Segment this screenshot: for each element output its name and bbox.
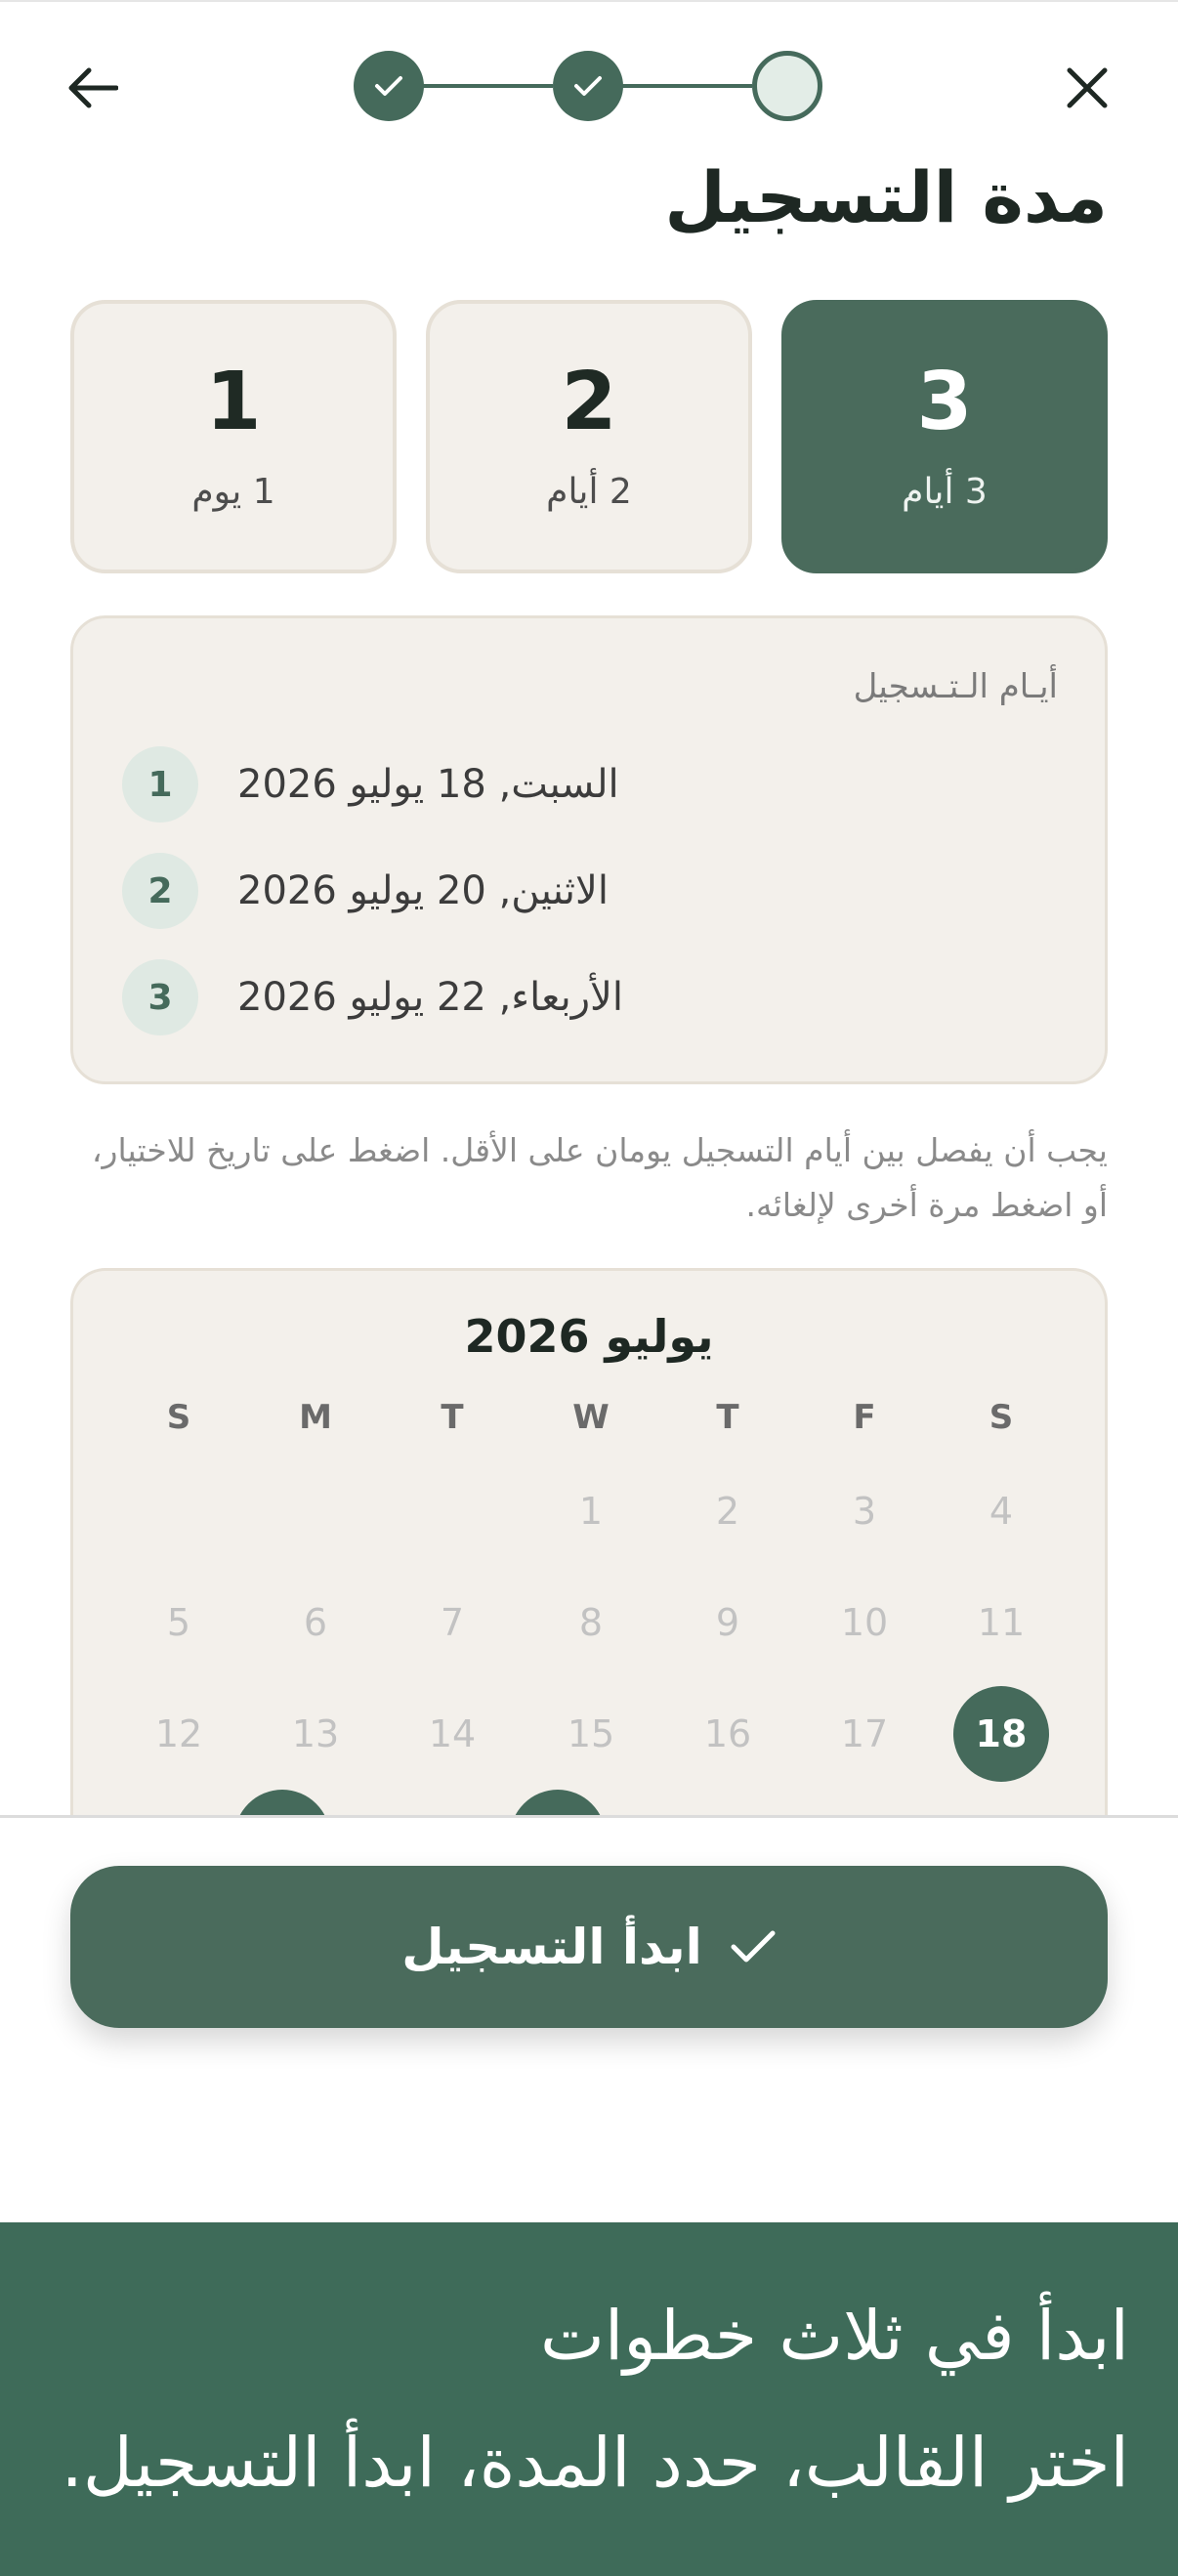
calendar-day[interactable]: 3 xyxy=(852,1490,877,1533)
duration-number: 2 xyxy=(561,356,617,448)
calendar-day-selected-partial[interactable] xyxy=(510,1790,606,1815)
page-title: مدة التسجيل xyxy=(664,156,1108,238)
top-divider xyxy=(0,0,1178,2)
calendar-day[interactable]: 9 xyxy=(715,1601,740,1644)
calendar-day[interactable]: 1 xyxy=(578,1490,604,1533)
step-3-current xyxy=(752,51,822,121)
calendar-day[interactable]: 14 xyxy=(428,1712,477,1755)
duration-label: 3 أيام xyxy=(902,472,988,512)
day-date: الأربعاء, 22 يوليو 2026 xyxy=(237,975,623,1020)
list-item xyxy=(122,745,619,823)
banner-subtitle: اختر القالب، حدد المدة، ابدأ التسجيل. xyxy=(61,2423,1129,2503)
list-item xyxy=(122,958,623,1036)
calendar-day[interactable]: 8 xyxy=(578,1601,604,1644)
weekday-header: S xyxy=(166,1398,191,1437)
promo-banner xyxy=(0,2222,1178,2576)
calendar-day[interactable]: 5 xyxy=(166,1601,191,1644)
close-icon xyxy=(1066,66,1109,109)
calendar-day[interactable]: 4 xyxy=(989,1490,1014,1533)
check-icon xyxy=(573,74,603,98)
weekday-header: S xyxy=(989,1398,1014,1437)
duration-label: 2 أيام xyxy=(546,472,632,512)
calendar-day[interactable]: 7 xyxy=(440,1601,465,1644)
weekday-header: F xyxy=(853,1398,876,1437)
day-date: السبت, 18 يوليو 2026 xyxy=(237,762,619,807)
step-connector xyxy=(621,84,752,88)
recording-days-title: أيـام الـتـسجيل xyxy=(853,667,1058,706)
day-index-badge: 1 xyxy=(122,746,198,823)
duration-option-2-days[interactable] xyxy=(426,300,752,573)
calendar-day-selected[interactable]: 18 xyxy=(953,1686,1049,1782)
day-index-badge: 3 xyxy=(122,959,198,1035)
start-recording-label: ابدأ التسجيل xyxy=(401,1919,702,1975)
duration-option-1-day[interactable] xyxy=(70,300,397,573)
spacing-hint: يجب أن يفصل بين أيام التسجيل يومان على الأقل. اضغط على تاريخ للاختيار، أو اضغط مرة أخرى لإلغائه. xyxy=(91,1131,1108,1224)
arrow-left-icon xyxy=(67,67,118,108)
progress-stepper xyxy=(354,51,822,125)
duration-option-3-days[interactable] xyxy=(781,300,1108,573)
banner-headline: ابدأ في ثلاث خطوات xyxy=(539,2296,1129,2376)
duration-number: 1 xyxy=(205,356,262,448)
step-connector xyxy=(422,84,553,88)
weekday-header: W xyxy=(572,1398,610,1437)
check-icon xyxy=(730,1928,777,1965)
start-recording-button[interactable] xyxy=(70,1866,1108,2028)
calendar-day[interactable]: 10 xyxy=(840,1601,889,1644)
close-button[interactable] xyxy=(1053,54,1121,122)
calendar-day[interactable]: 15 xyxy=(567,1712,615,1755)
day-index-badge: 2 xyxy=(122,853,198,929)
day-date: الاثنين, 20 يوليو 2026 xyxy=(237,868,609,913)
calendar-day[interactable]: 12 xyxy=(154,1712,203,1755)
calendar-day[interactable]: 17 xyxy=(840,1712,889,1755)
calendar xyxy=(70,1268,1108,1815)
step-1-complete xyxy=(354,51,424,121)
calendar-day[interactable]: 2 xyxy=(715,1490,740,1533)
calendar-day[interactable]: 11 xyxy=(977,1601,1026,1644)
duration-label: 1 يوم xyxy=(191,472,275,512)
weekday-header: T xyxy=(441,1398,464,1437)
calendar-day[interactable]: 6 xyxy=(303,1601,328,1644)
calendar-day-selected-partial[interactable] xyxy=(234,1790,330,1815)
weekday-header: T xyxy=(716,1398,739,1437)
recording-days-card xyxy=(70,615,1108,1084)
list-item xyxy=(122,852,609,930)
step-2-complete xyxy=(553,51,623,121)
calendar-day[interactable]: 16 xyxy=(703,1712,752,1755)
calendar-month-title: يوليو 2026 xyxy=(464,1310,714,1363)
check-icon xyxy=(374,74,403,98)
calendar-day[interactable]: 13 xyxy=(291,1712,340,1755)
weekday-header: M xyxy=(299,1398,332,1437)
duration-number: 3 xyxy=(916,356,973,448)
back-button[interactable] xyxy=(59,54,127,122)
